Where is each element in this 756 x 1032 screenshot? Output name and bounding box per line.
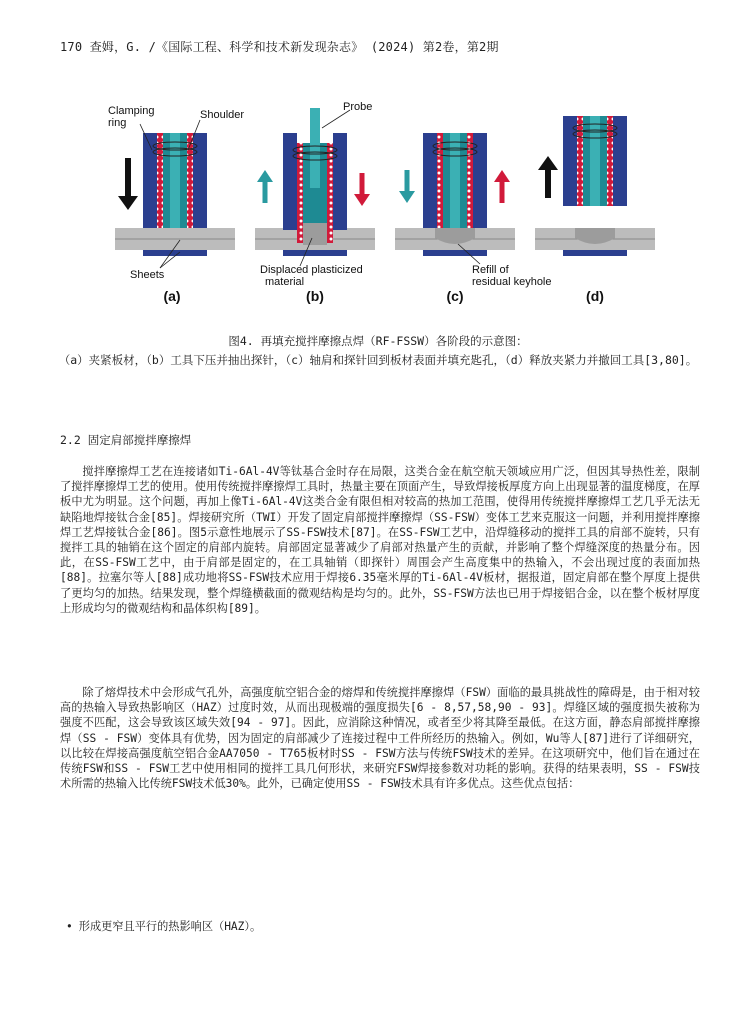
down-arrow-teal-icon <box>399 191 415 203</box>
panel-label-d: (d) <box>586 288 604 304</box>
paragraph-2: 除了熔焊技术中会形成气孔外，高强度航空铝合金的熔焊和传统搅拌摩擦焊（FSW）面临的最具挑战性的障碍是，由于相对较高的热输入导致热影响区（HAZ）过度时效，从而出现极端的强度损失[6 - 8,57,58,90 - 93]。焊缝区域的强度损失被称为强度不匹配，这会导致该区域失效[94 - 97]。因此，应消除这种情况，或者至少将其降至最低。在这方面，静态肩部搅拌摩擦焊（SS - FSW）变体具有优势，因为固定的肩部减少了连接过程中工件所经历的热输入。例如，Wu等人[87]进行了详细研究，以比较在焊接高强度航空铝合金AA7050 - T765板材时SS - FSW方法与传统FSW技术的差异。在这项研究中，他们旨在通过在传统FSW和SS - FSW工艺中使用相同的搅拌工具几何形状，来研究FSW焊接参数对功耗的影响。获得的结果表明，SS - FSW技术所需的热输入比传统FSW技术低30%。此外，已确定使用SS - FSW技术具有许多优点。这些优点包括： <box>60 686 700 791</box>
label-clamping-ring: Clamping ring <box>108 105 155 129</box>
figure-caption-title: 图4. 再填充搅拌摩擦点焊（RF-FSSW）各阶段的示意图： <box>228 334 528 348</box>
up-arrow-black-icon <box>538 156 558 170</box>
page-header: 170 查姆，G. /《国际工程、科学和技术新发现杂志》 (2024) 第2卷，第2期 <box>60 40 499 54</box>
section-heading: 2.2 固定肩部搅拌摩擦焊 <box>60 433 192 447</box>
panel-label-c: (c) <box>446 288 464 304</box>
label-probe: Probe <box>343 101 373 113</box>
label-sheets: Sheets <box>130 269 165 281</box>
panel-b-illustration <box>255 108 375 256</box>
bullet-icon: • <box>66 920 73 933</box>
panel-a-illustration <box>115 133 235 256</box>
panel-label-b: (b) <box>306 288 324 304</box>
label-displaced-material: Displaced plasticized material <box>260 264 363 288</box>
bullet-item <box>66 918 261 934</box>
rf-fssw-stages-figure <box>100 98 660 310</box>
label-refill-keyhole: Refill of residual keyhole <box>472 264 552 288</box>
up-arrow-teal-icon <box>257 170 273 182</box>
up-arrow-red-icon <box>494 170 510 182</box>
down-arrow-red-icon <box>354 194 370 206</box>
panel-d-illustration <box>535 116 655 256</box>
figure-caption-body: （a）夹紧板材，（b）工具下压并抽出探针，（c）轴肩和探针回到板材表面并填充匙孔，（d）释放夹紧力并撤回工具[3,80]。 <box>58 353 698 367</box>
down-arrow-icon <box>118 196 138 210</box>
label-shoulder: Shoulder <box>200 109 245 121</box>
paragraph-1: 搅拌摩擦焊工艺在连接诸如Ti-6Al-4V等钛基合金时存在局限，这类合金在航空航天领域应用广泛，但因其导热性差，限制了搅拌摩擦焊工艺的使用。使用传统搅拌摩擦焊工具时，热量主要在顶面产生，导致焊接板厚度方向上出现显著的温度梯度，在厚板中尤为明显。这个问题，再加上像Ti-6Al-4V这类合金有限但相对较高的热加工范围，使得用传统搅拌摩擦焊工艺几乎无法无缺陷地焊接钛合金[85]。焊接研究所（TWI）开发了固定肩部搅拌摩擦焊（SS-FSW）变体工艺来克服这一问题，并利用搅拌摩擦焊工艺焊接钛合金[86]。图5示意性地展示了SS-FSW技术[87]。在SS-FSW工艺中，沿焊缝移动的搅拌工具的肩部不旋转，只有搅拌工具的轴销在这个固定的肩部内旋转。肩部固定显著减少了肩部对热量产生的贡献，并影响了整个焊缝深度的热量分布。因此，在SS-FSW工艺中，由于肩部是固定的，在工具轴销（即探针）周围会产生高度集中的热输入，不会出现过度的表面加热[88]。拉塞尔等人[88]成功地将SS-FSW技术应用于焊接6.35毫米厚的Ti-6Al-4V板材，据报道，固定肩部在整个厚度上提供了更均匀的加热。结果发现，整个焊缝横截面的微观结构是均匀的。此外，SS-FSW方法也已用于焊接铝合金，以在整个板材厚度上形成均匀的微观结构和晶体织构[89]。 <box>60 465 700 615</box>
panel-c-illustration <box>395 133 515 256</box>
bullet-text: 形成更窄且平行的热影响区（HAZ）。 <box>78 920 262 933</box>
panel-label-a: (a) <box>163 288 181 304</box>
